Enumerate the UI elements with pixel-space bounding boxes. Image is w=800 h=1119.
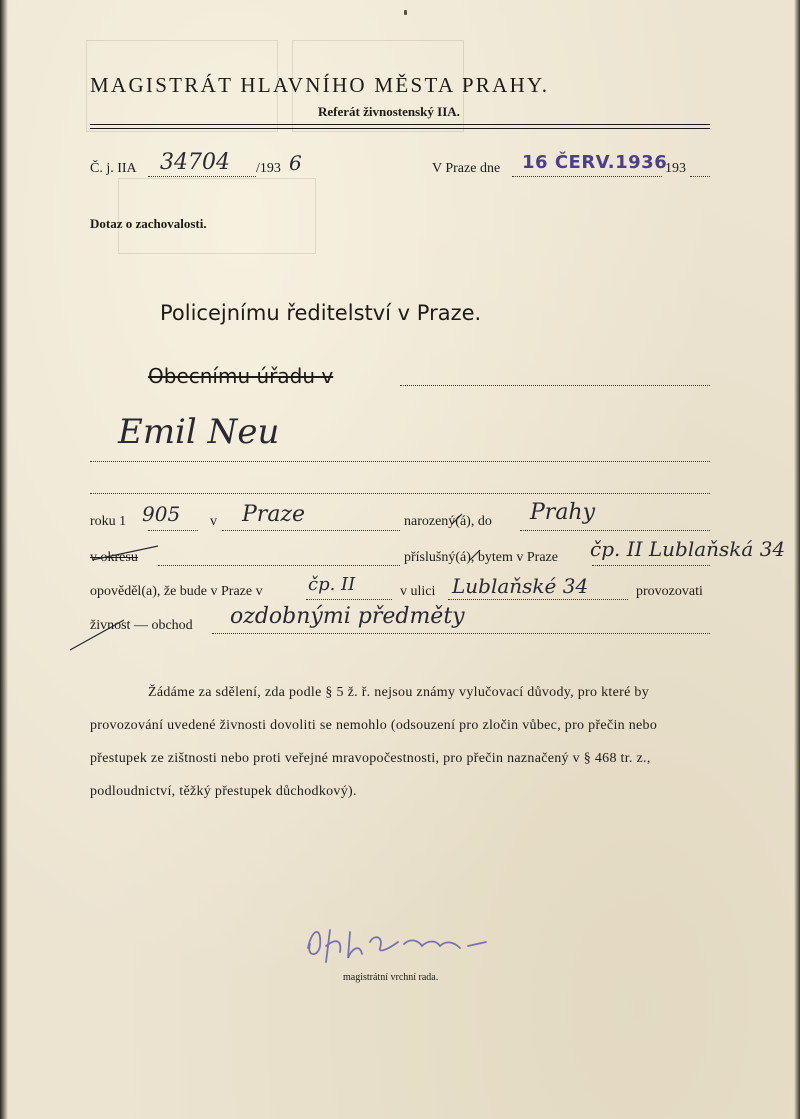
cp-value: čp. II: [308, 574, 356, 595]
zivnost-value: ozdobnými předměty: [230, 604, 465, 629]
applicant-name: Emil Neu: [118, 412, 280, 452]
pen-stroke-zivnost: [70, 620, 124, 650]
department-name: Referát živnostenský IIA.: [318, 104, 460, 119]
reference-year-label: /193: [256, 161, 281, 176]
v-value: Praze: [242, 502, 306, 527]
pen-stroke-narozeny: [452, 514, 462, 524]
addressee-heading: Policejnímu ředitelství v Praze.: [160, 301, 482, 325]
reference-number: 34704: [160, 150, 230, 175]
bytem-value: čp. II Lublaňská 34: [590, 537, 786, 561]
body-paragraph: Žádáme za sdělení, zda podle § 5 ž. ř. nejsou známy vylučovací důvody, pro které by provozování uvedené živnosti dovoliti se nemohlo (odsouzení pro zločin vůbec, pro přečin nebo přestupek ze zištnosti nebo proti veřejné mravopočestnosti, pro přečin naznačený v § 468 tr. z., podloudnictví, těžký přestupek důchodkový).: [90, 685, 658, 799]
prislusny-label: příslušný(á), bytem v Praze: [404, 550, 558, 565]
zivnost-label: živnost — obchod: [90, 618, 193, 633]
opovedel-label: opověděl(a), že bude v Praze v: [90, 584, 263, 599]
roku-label: roku 1: [90, 514, 127, 529]
office-title: MAGISTRÁT HLAVNÍHO MĚSTA PRAHY.: [90, 73, 550, 97]
okresu-label: v okresu: [90, 550, 138, 565]
signature-scribble: [300, 918, 490, 968]
pen-stroke-okresu: [92, 546, 158, 560]
pen-stroke-prislusny: [470, 550, 480, 560]
narozeny-value: Prahy: [530, 500, 596, 525]
narozeny-label: narozený(á), do: [404, 514, 492, 529]
ulici-label: v ulici: [400, 584, 436, 599]
provozovati-label: provozovati: [636, 584, 703, 599]
date-label: V Praze dne: [432, 161, 501, 176]
v-label: v: [210, 514, 217, 529]
struck-addressee-text: Obecnímu úřadu v: [148, 364, 334, 388]
date-suffix: 193: [665, 161, 686, 176]
roku-value: 905: [142, 502, 181, 526]
reference-label: Č. j. IIA: [90, 161, 137, 176]
reference-year-digit: 6: [289, 151, 302, 175]
ulici-value: Lublaňské 34: [452, 574, 589, 598]
date-stamp: 16 ČERV.1936: [522, 152, 668, 173]
subject-line: Dotaz o zachovalosti.: [90, 216, 207, 231]
signature-title: magistrátní vrchní rada.: [343, 972, 439, 983]
